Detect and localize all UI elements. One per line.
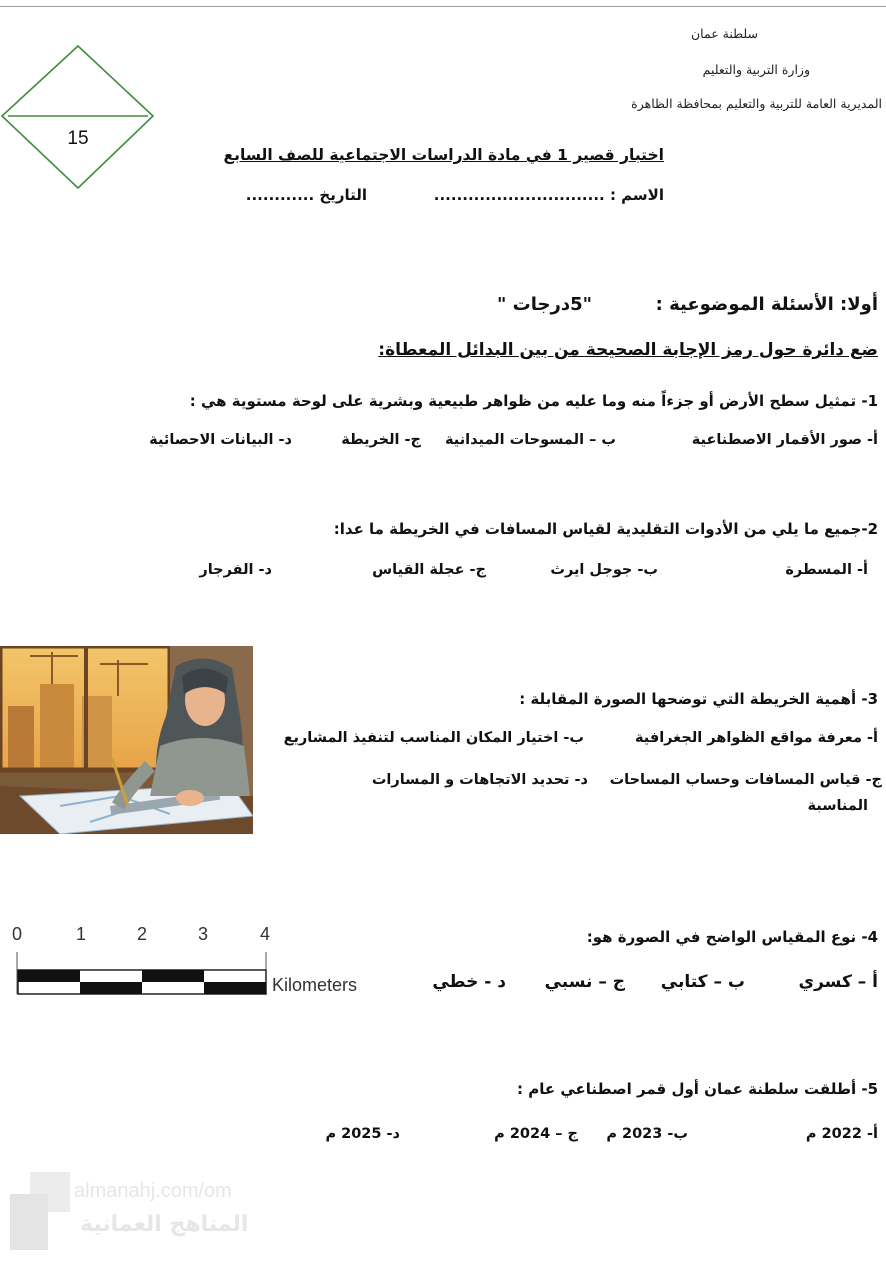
illustration-map-study [0, 646, 253, 834]
question-4-option-a[interactable]: أ – كسري [798, 972, 878, 992]
scale-tick-1: 1 [76, 924, 87, 944]
question-5-option-b[interactable]: ب- 2023 م [606, 1126, 688, 1142]
header-directorate: المديرية العامة للتربية والتعليم بمحافظة الظاهرة [631, 96, 882, 111]
date-field: التاريخ ............ [245, 186, 367, 204]
question-2-option-b[interactable]: ب- جوجل ايرث [550, 562, 658, 578]
watermark-logo [10, 1172, 72, 1250]
question-5-option-c[interactable]: ج – 2024 م [494, 1126, 578, 1142]
question-5-text: 5- أطلقت سلطنة عمان أول قمر اصطناعي عام : [517, 1080, 878, 1098]
question-3-option-b[interactable]: ب- اختيار المكان المناسب لتنفيذ المشاريع [283, 730, 584, 746]
question-1-text: 1- تمثيل سطح الأرض أو جزءاً منه وما عليه من ظواهر طبيعية وبشرية على لوحة مستوية هي : [189, 392, 878, 410]
question-4-option-b[interactable]: ب – كتابي [660, 972, 745, 992]
exam-title: اختبار قصير 1 في مادة الدراسات الاجتماعية للصف السابع [223, 146, 664, 164]
question-1-option-b[interactable]: ب – المسوحات الميدانية [445, 432, 616, 448]
question-2-option-c[interactable]: ج- عجلة القياس [372, 562, 486, 578]
question-5-option-a[interactable]: أ- 2022 م [805, 1126, 878, 1142]
question-3-option-a[interactable]: أ- معرفة مواقع الظواهر الجغرافية [634, 730, 878, 746]
score-diamond [0, 44, 156, 190]
question-1-option-d[interactable]: د- البيانات الاحصائية [149, 432, 292, 448]
question-2-text: 2-جميع ما يلي من الأدوات التقليدية لقياس المسافات في الخريطة ما عدا: [333, 520, 878, 538]
question-4-option-d[interactable]: د - خطي [432, 972, 506, 992]
scale-tick-0: 0 [12, 924, 23, 944]
question-4-text: 4- نوع المقياس الواضح في الصورة هو: [586, 928, 878, 946]
section-heading: أولا: الأسئلة الموضوعية : [655, 294, 878, 315]
question-3-option-c[interactable]: ج- قياس المسافات وحساب المساحات [609, 772, 882, 788]
watermark-url: almanahj.com/om [74, 1180, 232, 1202]
score-value: 15 [67, 128, 89, 149]
header-ministry: وزارة التربية والتعليم [702, 62, 810, 77]
question-1-option-c[interactable]: ج- الخريطة [341, 432, 421, 448]
question-3-option-d[interactable]: د- تحديد الاتجاهات و المسارات [371, 772, 588, 788]
header-country: سلطنة عمان [691, 26, 758, 41]
scale-tick-2: 2 [137, 924, 148, 944]
question-3-option-d-continued: المناسبة [807, 798, 868, 814]
name-field: الاسم : .............................. [433, 186, 664, 204]
scale-unit: Kilometers [272, 975, 358, 995]
question-2-option-a[interactable]: أ- المسطرة [785, 562, 868, 578]
section-grade: "5درجات " [497, 294, 592, 315]
top-border-line [0, 6, 886, 7]
instruction: ضع دائرة حول رمز الإجابة الصحيحة من بين البدائل المعطاة: [378, 340, 878, 360]
question-4-option-c[interactable]: ج – نسبي [544, 972, 625, 992]
question-1-option-a[interactable]: أ- صور الأقمار الاصطناعية [691, 432, 878, 448]
watermark-name: المناهج العمانية [80, 1212, 249, 1237]
scale-bar [16, 952, 272, 996]
question-3-text: 3- أهمية الخريطة التي توضحها الصورة المقابلة : [519, 690, 878, 708]
scale-tick-4: 4 [260, 924, 271, 944]
question-2-option-d[interactable]: د- الفرجار [199, 562, 272, 578]
question-5-option-d[interactable]: د- 2025 م [325, 1126, 400, 1142]
scale-tick-3: 3 [198, 924, 209, 944]
